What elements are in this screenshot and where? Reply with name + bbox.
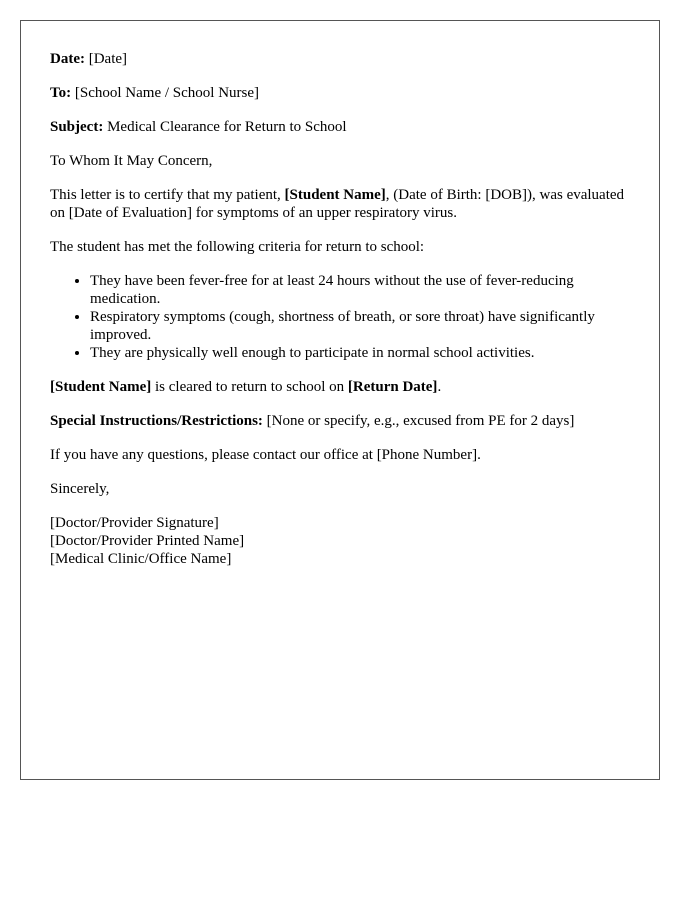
return-date: [Return Date] bbox=[347, 379, 438, 395]
clinic-name: [Medical Clinic/Office Name] bbox=[50, 551, 232, 567]
instructions-label: Special Instructions/Restrictions: bbox=[50, 413, 263, 429]
cleared-text: is cleared to return to school on bbox=[151, 379, 348, 395]
date-line bbox=[50, 50, 630, 68]
date-value: [Date] bbox=[88, 51, 128, 67]
certify-pre: This letter is to certify that my patient, bbox=[50, 187, 285, 203]
subject-value: Medical Clearance for Return to School bbox=[107, 119, 347, 135]
printed-name: [Doctor/Provider Printed Name] bbox=[50, 533, 245, 549]
certify-post: , (Date of Birth: [DOB]), was evaluated on [Date of Evaluation] for symptoms of an upper respiratory virus. bbox=[50, 187, 625, 221]
to-label: To: bbox=[50, 85, 72, 101]
salutation: To Whom It May Concern, bbox=[50, 153, 213, 169]
clearance-statement bbox=[50, 378, 630, 396]
date-label: Date: bbox=[50, 51, 85, 67]
criteria-item: • They have been fever-free for at least 24 hours without the use of fever-reducing medication. bbox=[90, 272, 630, 308]
contact-line: If you have any questions, please contact our office at [Phone Number]. bbox=[50, 447, 481, 463]
certify-paragraph bbox=[50, 186, 630, 222]
signature-line: [Doctor/Provider Signature] bbox=[50, 515, 219, 531]
criteria-intro: The student has met the following criteria for return to school: bbox=[50, 239, 425, 255]
instructions-value: [None or specify, e.g., excused from PE for 2 days] bbox=[262, 413, 575, 429]
criteria-item: • Respiratory symptoms (cough, shortness of breath, or sore throat) have significantly improved. bbox=[90, 308, 630, 344]
criteria-list bbox=[50, 272, 630, 362]
student-name: [Student Name] bbox=[284, 187, 386, 203]
instructions-line bbox=[50, 412, 630, 430]
cleared-end: . bbox=[437, 379, 442, 395]
subject-label: Subject: bbox=[50, 119, 104, 135]
closing: Sincerely, bbox=[50, 481, 110, 497]
letter-page bbox=[20, 20, 660, 780]
signature-block bbox=[50, 514, 630, 568]
cleared-student-name: [Student Name] bbox=[50, 379, 152, 395]
subject-line bbox=[50, 118, 630, 136]
criteria-item: • They are physically well enough to participate in normal school activities. bbox=[90, 344, 630, 362]
to-line bbox=[50, 84, 630, 102]
to-value: [School Name / School Nurse] bbox=[74, 85, 260, 101]
